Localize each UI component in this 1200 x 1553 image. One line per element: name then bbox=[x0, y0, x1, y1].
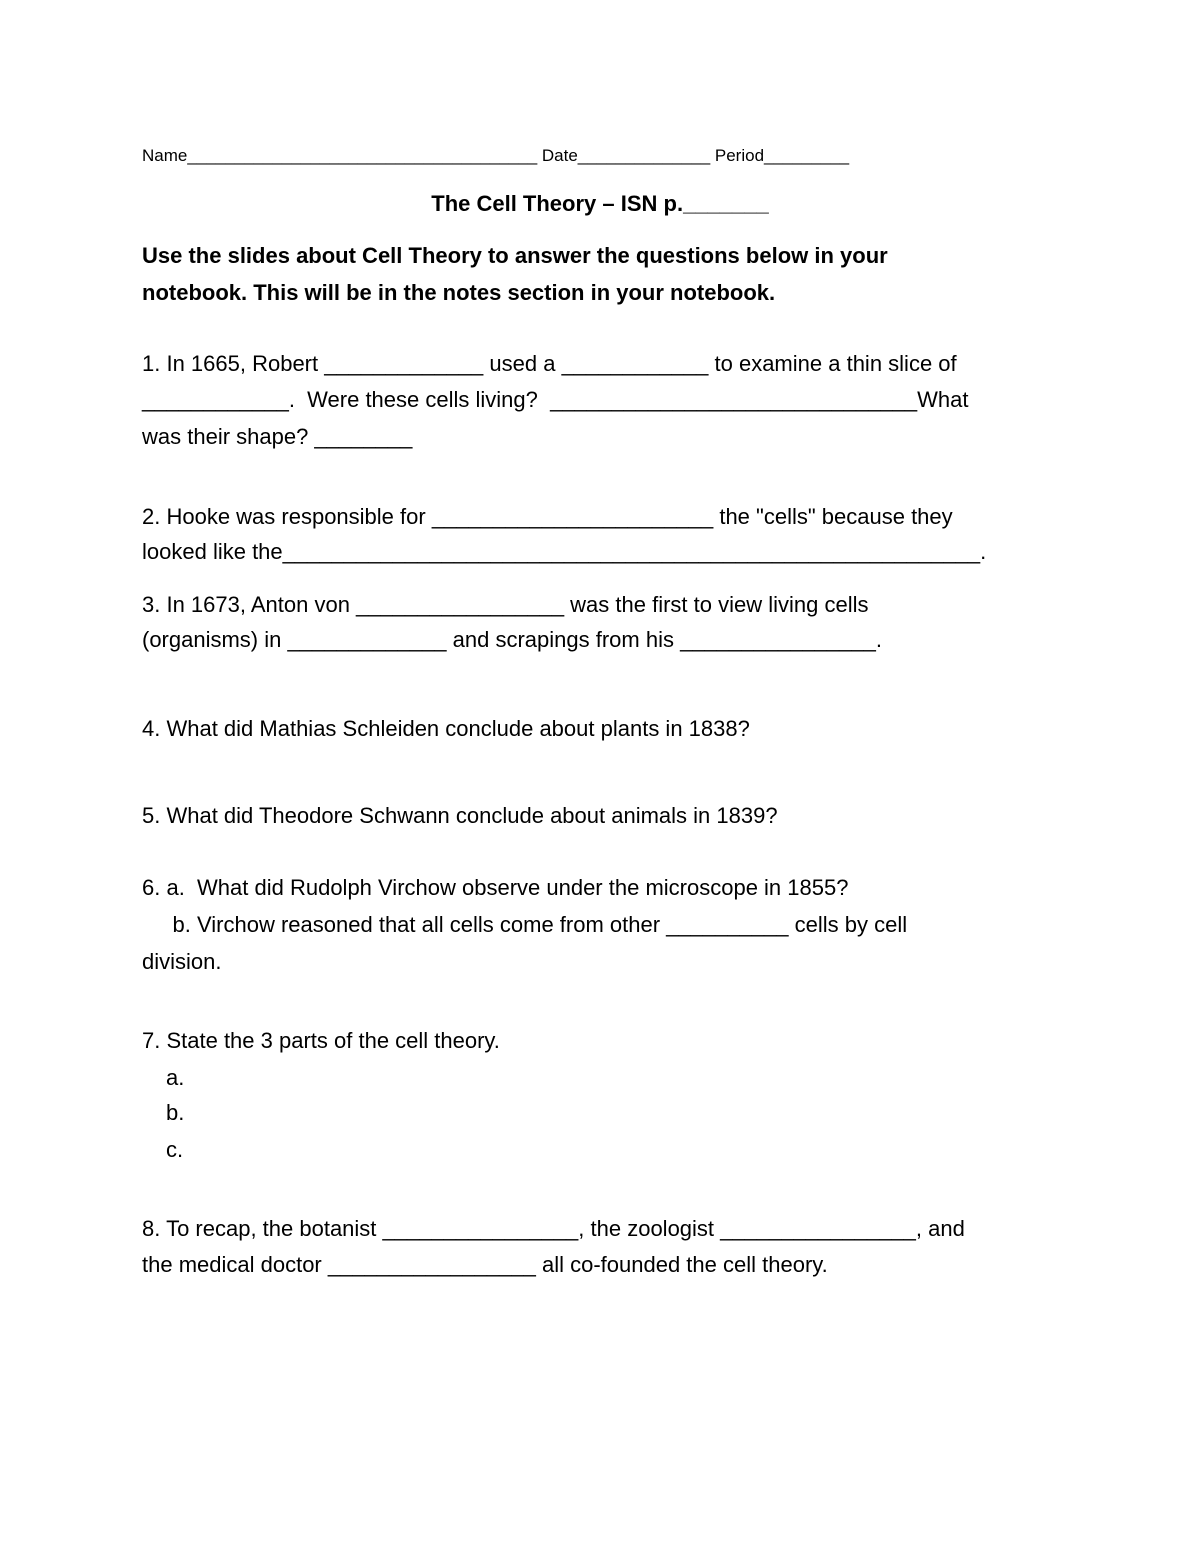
question-6-line-1: 6. a. What did Rudolph Virchow observe under the microscope in 1855? bbox=[142, 875, 849, 900]
question-3-line-2: (organisms) in _____________ and scrapings from his ________________. bbox=[142, 627, 882, 652]
question-1-line-2: ____________. Were these cells living? ______________________________What bbox=[142, 387, 969, 412]
question-5: 5. What did Theodore Schwann conclude about animals in 1839? bbox=[142, 803, 778, 828]
instructions-line-2: notebook. This will be in the notes section in your notebook. bbox=[142, 280, 776, 305]
question-7-prompt: 7. State the 3 parts of the cell theory. bbox=[142, 1028, 500, 1053]
question-7-part-a: a. bbox=[166, 1065, 185, 1090]
question-7-part-b: b. bbox=[166, 1100, 185, 1125]
question-2-line-2: looked like the_________________________________________________________. bbox=[142, 539, 987, 564]
question-8-line-2: the medical doctor _________________ all co-founded the cell theory. bbox=[142, 1252, 828, 1277]
instructions-line-1: Use the slides about Cell Theory to answer the questions below in your bbox=[142, 243, 888, 268]
question-1-line-1: 1. In 1665, Robert _____________ used a ____________ to examine a thin slice of bbox=[142, 351, 957, 376]
question-3-line-1: 3. In 1673, Anton von _________________ was the first to view living cells bbox=[142, 592, 869, 617]
question-7-part-c: c. bbox=[166, 1137, 184, 1162]
question-4: 4. What did Mathias Schleiden conclude about plants in 1838? bbox=[142, 716, 750, 741]
question-1-line-3: was their shape? ________ bbox=[142, 424, 413, 449]
page-title: The Cell Theory – ISN p._______ bbox=[431, 191, 769, 216]
question-2-line-1: 2. Hooke was responsible for _______________________ the "cells" because they bbox=[142, 504, 953, 529]
name-date-period-header: Name_____________________________________ Date______________ Period_________ bbox=[142, 146, 850, 165]
question-6-line-2: b. Virchow reasoned that all cells come from other __________ cells by cell bbox=[142, 912, 908, 937]
question-8-line-1: 8. To recap, the botanist ________________, the zoologist ________________, and bbox=[142, 1216, 965, 1241]
question-6-line-3: division. bbox=[142, 949, 222, 974]
